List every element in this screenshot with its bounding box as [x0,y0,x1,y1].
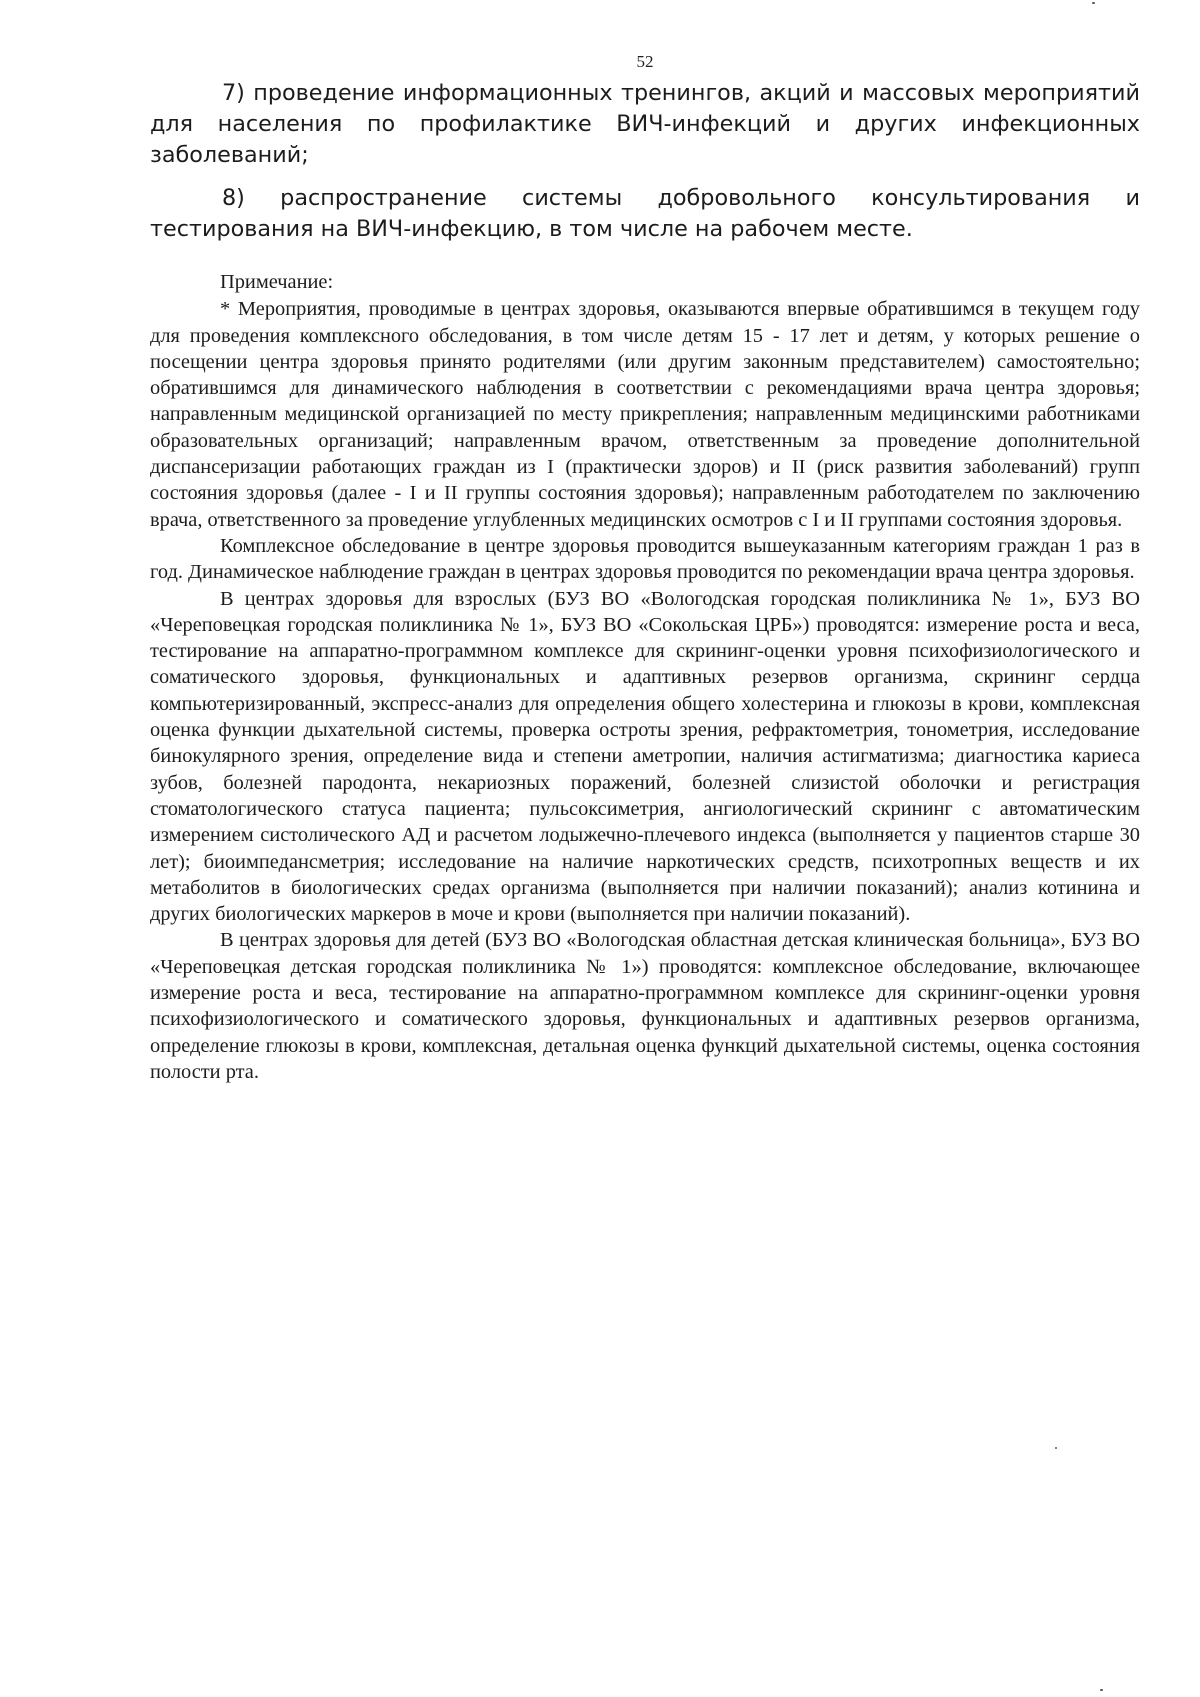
scan-speck [1055,1447,1057,1449]
page-number: 52 [636,52,654,71]
note-paragraph: В центрах здоровья для взрослых (БУЗ ВО «Вологодская городская поликлиника № 1», БУЗ ВО «Череповецкая городская поликлиника № 1», БУЗ ВО «Сокольская ЦРБ») проводятся: измерение роста и веса, тестирование на аппаратно-программном комплексе для скрининг-оценки уровня психофизиологического и соматического здоровья, функциональных и адаптивных резервов организма, скрининг сердца компьютеризированный, экспресс-анализ для определения общего холестерина и глюкозы в крови, комплексная оценка функции дыхательной системы, проверка остроты зрения, рефрактометрия, тонометрия, исследование бинокулярного зрения, определение вида и степени аметропии, наличия астигматизма; диагностика кариеса зубов, болезней пародонта, некариозных поражений, болезней слизистой оболочки и регистрация стоматологического статуса пациента; пульсоксиметрия, ангиологический скрининг с автоматическим измерением систолического АД и расчетом лодыжечно-плечевого индекса (выполняется у пациентов старше 30 лет); биоимпедансметрия; исследование на наличие наркотических средств, психотропных веществ и их метаболитов в биологических средах организма (выполняется при наличии показаний); анализ котинина и других биологических маркеров в моче и крови (выполняется при наличии показаний). [150,587,1140,926]
note-section [150,269,1140,1085]
note-paragraph: Комплексное обследование в центре здоровья проводится вышеуказанным категориям граждан 1 раз в год. Динамическое наблюдение граждан в центрах здоровья проводится по рекомендации врача центра здоровья. [150,534,1140,584]
scan-speck [1092,2,1095,4]
list-item: 7) проведение информационных тренингов, акций и массовых мероприятий для населения по профилактике ВИЧ-инфекций и других инфекционных заболеваний; [150,80,1140,168]
note-title: Примечание: [220,271,334,293]
scan-speck [1100,1689,1103,1691]
note-paragraph: * Мероприятия, проводимые в центрах здоровья, оказываются впервые обратившимся в текущем году для проведения комплексного обследования, в том числе детям 15 - 17 лет и детям, у которых решение о посещении центра здоровья принято родителями (или другим законным представителем) самостоятельно; обратившимся для динамического наблюдения в соответствии с рекомендациями врача центра здоровья; направленным медицинской организацией по месту прикрепления; направленным медицинскими работниками образовательных организаций; направленным врачом, ответственным за проведение дополнительной диспансеризации работающих граждан из I (практически здоров) и II (риск развития заболеваний) групп состояния здоровья (далее - I и II группы состояния здоровья); направленным работодателем по заключению врача, ответственного за проведение углубленных медицинских осмотров с I и II группами состояния здоровья. [150,298,1140,531]
note-paragraph: В центрах здоровья для детей (БУЗ ВО «Вологодская областная детская клиническая больница», БУЗ ВО «Череповецкая детская городская поликлиника № 1») проводятся: комплексное обследование, включающее измерение роста и веса, тестирование на аппаратно-программном комплексе для скрининг-оценки уровня психофизиологического и соматического здоровья, функциональных и адаптивных резервов организма, определение глюкозы в крови, комплексная, детальная оценка функций дыхательной системы, оценка состояния полости рта. [150,929,1140,1083]
measures-list [150,78,1140,257]
list-item: 8) распространение системы добровольного консультирования и тестирования на ВИЧ-инфекцию, в том числе на рабочем месте. [150,185,1140,242]
